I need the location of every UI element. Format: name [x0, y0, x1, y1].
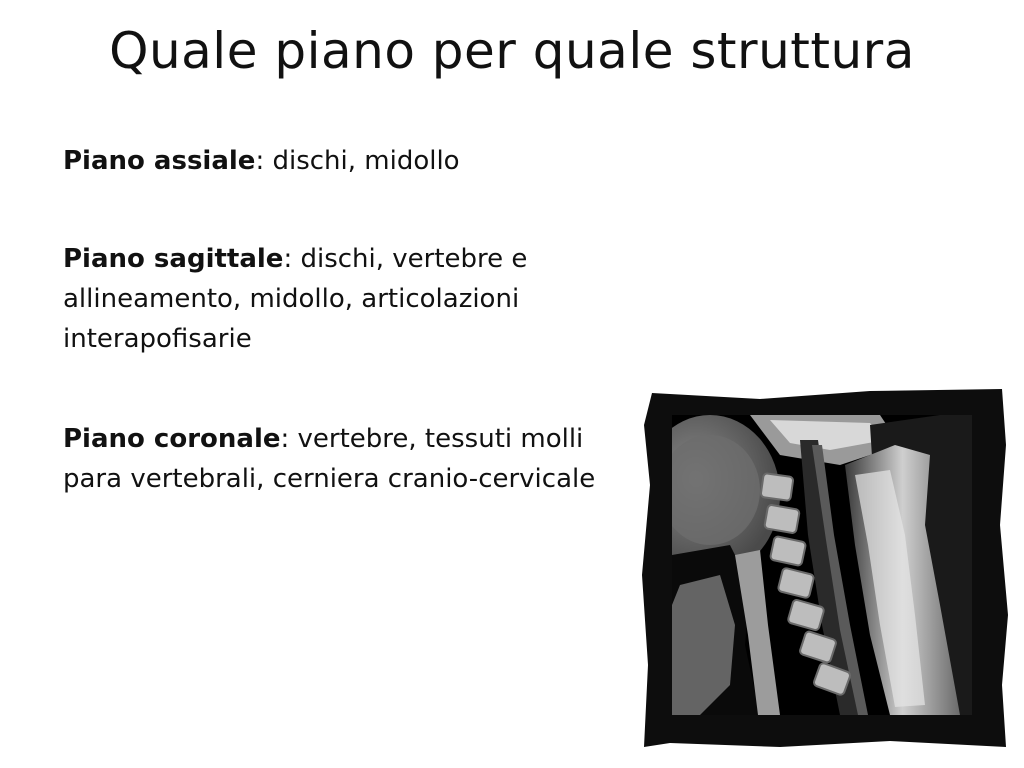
item-axial-desc: : dischi, midollo	[255, 146, 460, 176]
item-axial-term: Piano assiale	[63, 146, 256, 176]
item-sagittal-plane	[63, 239, 623, 359]
item-sagittal-desc: : dischi, vertebre e allineamento, midollo, articolazioni interapofisarie	[63, 244, 528, 354]
slide-title: Quale piano per quale struttura	[109, 22, 915, 80]
item-coronal-plane	[63, 419, 623, 499]
mri-cervical-spine-icon	[640, 385, 1010, 755]
mri-image-frame	[640, 385, 1010, 755]
item-coronal-desc: : vertebre, tessuti molli para vertebrali, cerniera cranio-cervicale	[63, 424, 596, 494]
item-coronal-term: Piano coronale	[63, 424, 281, 454]
item-sagittal-term: Piano sagittale	[63, 244, 284, 274]
item-axial-plane	[63, 141, 623, 181]
